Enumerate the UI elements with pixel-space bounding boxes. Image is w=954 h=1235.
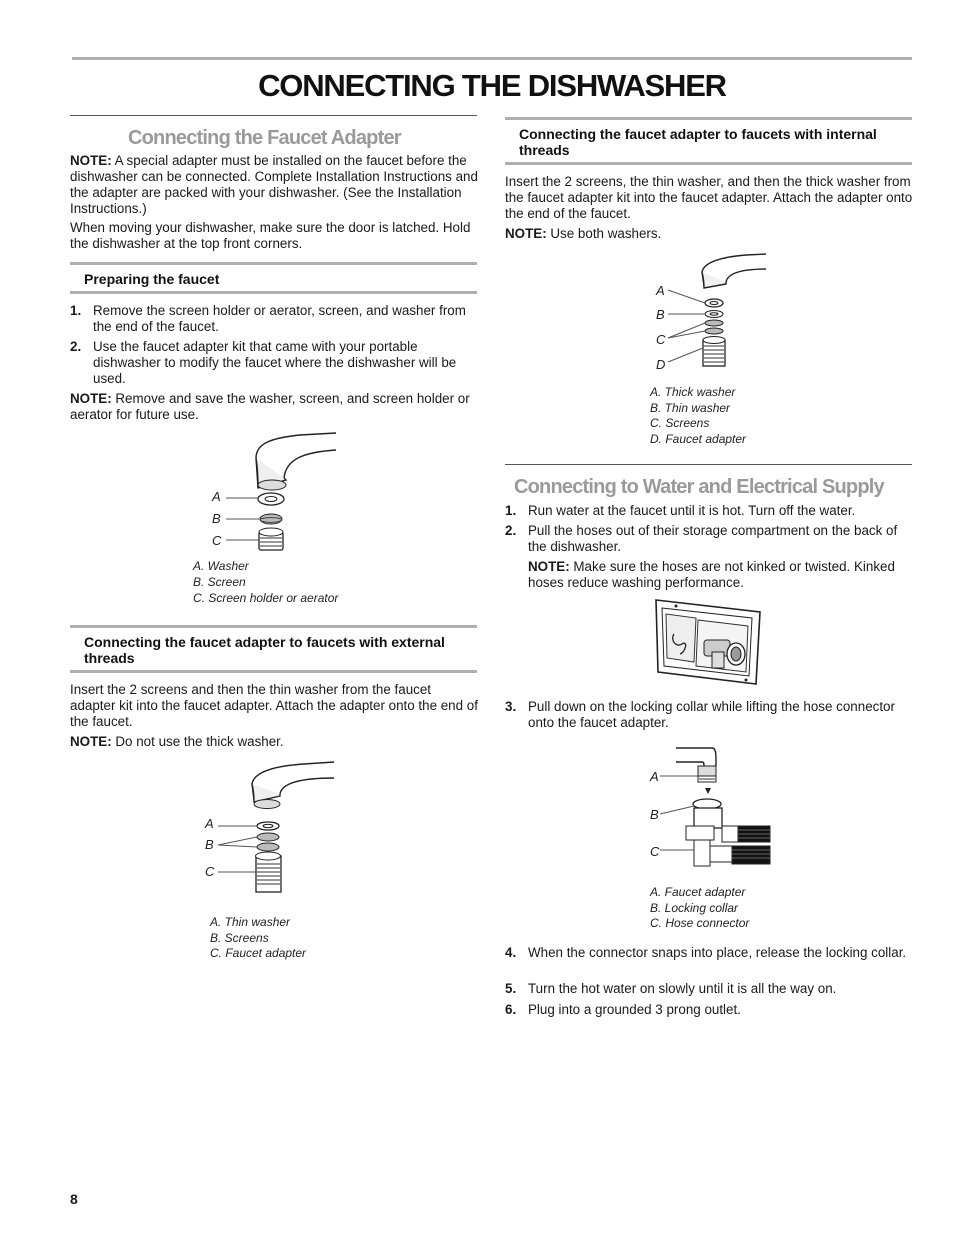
note-paragraph bbox=[528, 559, 913, 591]
page-number: 8 bbox=[70, 1191, 78, 1207]
list-item bbox=[505, 945, 913, 977]
step-text: Remove the screen holder or aerator, screen, and washer from the end of the faucet. bbox=[93, 303, 466, 334]
list-item bbox=[505, 981, 913, 997]
note-label: NOTE: bbox=[70, 391, 112, 406]
figure-label: A bbox=[650, 769, 659, 784]
subsection-title-preparing: Preparing the faucet bbox=[84, 271, 220, 287]
figure-caption: A. Washer bbox=[193, 559, 249, 573]
note-text: Make sure the hoses are not kinked or twisted. Kinked hoses reduce washing performance. bbox=[528, 559, 895, 590]
note-text: A special adapter must be installed on the faucet before the dishwasher can be connected. Complete Installation Instructions and the adapter are packed with your dishwasher. (See the Installation Instructions.) bbox=[70, 153, 478, 216]
figure-caption: B. Locking collar bbox=[650, 901, 739, 915]
subsection-rule bbox=[70, 262, 477, 265]
subsection-rule bbox=[70, 291, 477, 294]
step-number: 4. bbox=[505, 945, 517, 960]
figure-label: A bbox=[656, 283, 665, 298]
subsection-rule bbox=[505, 117, 912, 120]
figure-label: B bbox=[650, 807, 659, 822]
figure-caption: A. Thick washer bbox=[650, 385, 736, 399]
note-label: NOTE: bbox=[505, 226, 547, 241]
internal-paragraph: Insert the 2 screens, the thin washer, and then the thick washer from the faucet adapter kit into the faucet adapter. Attach the adapter onto the end of the faucet. bbox=[505, 174, 913, 221]
figure-label: B bbox=[205, 837, 214, 852]
section-title-water-electrical: Connecting to Water and Electrical Supply bbox=[514, 476, 884, 498]
note-text: Remove and save the washer, screen, and screen holder or aerator for future use. bbox=[70, 391, 470, 422]
step-text: Turn the hot water on slowly until it is all the way on. bbox=[528, 981, 837, 996]
faucet-external-threads-illustration bbox=[200, 760, 350, 900]
figure-caption: B. Screens bbox=[210, 931, 269, 945]
note-text: Use both washers. bbox=[550, 226, 662, 241]
hose-connector-illustration bbox=[650, 742, 775, 870]
top-rule bbox=[72, 57, 912, 60]
figure-label: C bbox=[656, 332, 666, 347]
step-text: Use the faucet adapter kit that came with your portable dishwasher to modify the faucet where the dishwasher will be used. bbox=[93, 339, 457, 386]
figure-label: D bbox=[656, 357, 666, 372]
step-text: Run water at the faucet until it is hot. Turn off the water. bbox=[528, 503, 856, 518]
step-text: When the connector snaps into place, release the locking collar. bbox=[528, 945, 907, 960]
step-number: 6. bbox=[505, 1002, 517, 1017]
list-item bbox=[70, 339, 478, 387]
step-number: 5. bbox=[505, 981, 517, 996]
step-number: 1. bbox=[505, 503, 517, 518]
step-number: 2. bbox=[70, 339, 82, 354]
section-title-faucet-adapter: Connecting the Faucet Adapter bbox=[128, 127, 401, 149]
figure-label: A bbox=[205, 816, 214, 831]
step-text: Plug into a grounded 3 prong outlet. bbox=[528, 1002, 741, 1017]
moving-paragraph: When moving your dishwasher, make sure the door is latched. Hold the dishwasher at the top front corners. bbox=[70, 220, 471, 251]
step-text: Pull the hoses out of their storage compartment on the back of the dishwasher. bbox=[528, 523, 898, 554]
page-title: CONNECTING THE DISHWASHER bbox=[258, 68, 726, 103]
subsection-rule bbox=[70, 670, 477, 673]
step-number: 2. bbox=[505, 523, 517, 538]
list-item bbox=[70, 303, 478, 335]
section-rule bbox=[70, 115, 477, 116]
figure-caption: C. Screen holder or aerator bbox=[193, 591, 339, 605]
figure-caption: C. Hose connector bbox=[650, 916, 750, 930]
external-paragraph: Insert the 2 screens and then the thin washer from the faucet adapter kit into the faucet adapter. Attach the adapter onto the end of the faucet. bbox=[70, 682, 478, 729]
figure-label: B bbox=[212, 511, 221, 526]
hose-storage-compartment-illustration bbox=[652, 596, 764, 688]
note-label: NOTE: bbox=[528, 559, 570, 574]
note-label: NOTE: bbox=[70, 153, 112, 168]
note-paragraph bbox=[70, 734, 478, 750]
step-number: 1. bbox=[70, 303, 82, 318]
section-rule bbox=[505, 464, 912, 465]
list-item bbox=[505, 523, 913, 555]
figure-caption: A. Thin washer bbox=[210, 915, 291, 929]
subsection-rule bbox=[505, 162, 912, 165]
figure-caption: B. Screen bbox=[193, 575, 246, 589]
figure-caption: D. Faucet adapter bbox=[650, 432, 747, 446]
figure-caption: A. Faucet adapter bbox=[650, 885, 746, 899]
step-text: Pull down on the locking collar while lifting the hose connector onto the faucet adapter. bbox=[528, 699, 895, 730]
list-item bbox=[505, 1002, 913, 1018]
figure-caption: C. Screens bbox=[650, 416, 710, 430]
figure-caption: B. Thin washer bbox=[650, 401, 731, 415]
figure-label: C bbox=[650, 844, 660, 859]
list-item bbox=[505, 699, 913, 731]
list-item bbox=[505, 503, 913, 519]
faucet-internal-threads-illustration bbox=[650, 252, 770, 377]
figure-label: C bbox=[205, 864, 215, 879]
figure-label: B bbox=[656, 307, 665, 322]
note-paragraph bbox=[70, 153, 478, 217]
figure-caption: C. Faucet adapter bbox=[210, 946, 307, 960]
note-paragraph bbox=[70, 391, 478, 423]
figure-label: A bbox=[212, 489, 221, 504]
subsection-title-internal: Connecting the faucet adapter to faucets with internal threads bbox=[519, 126, 877, 158]
subsection-title-external: Connecting the faucet adapter to faucets with external threads bbox=[84, 634, 445, 666]
note-paragraph bbox=[505, 226, 913, 242]
note-text: Do not use the thick washer. bbox=[115, 734, 284, 749]
step-number: 3. bbox=[505, 699, 517, 714]
note-label: NOTE: bbox=[70, 734, 112, 749]
figure-label: C bbox=[212, 533, 222, 548]
subsection-rule bbox=[70, 625, 477, 628]
